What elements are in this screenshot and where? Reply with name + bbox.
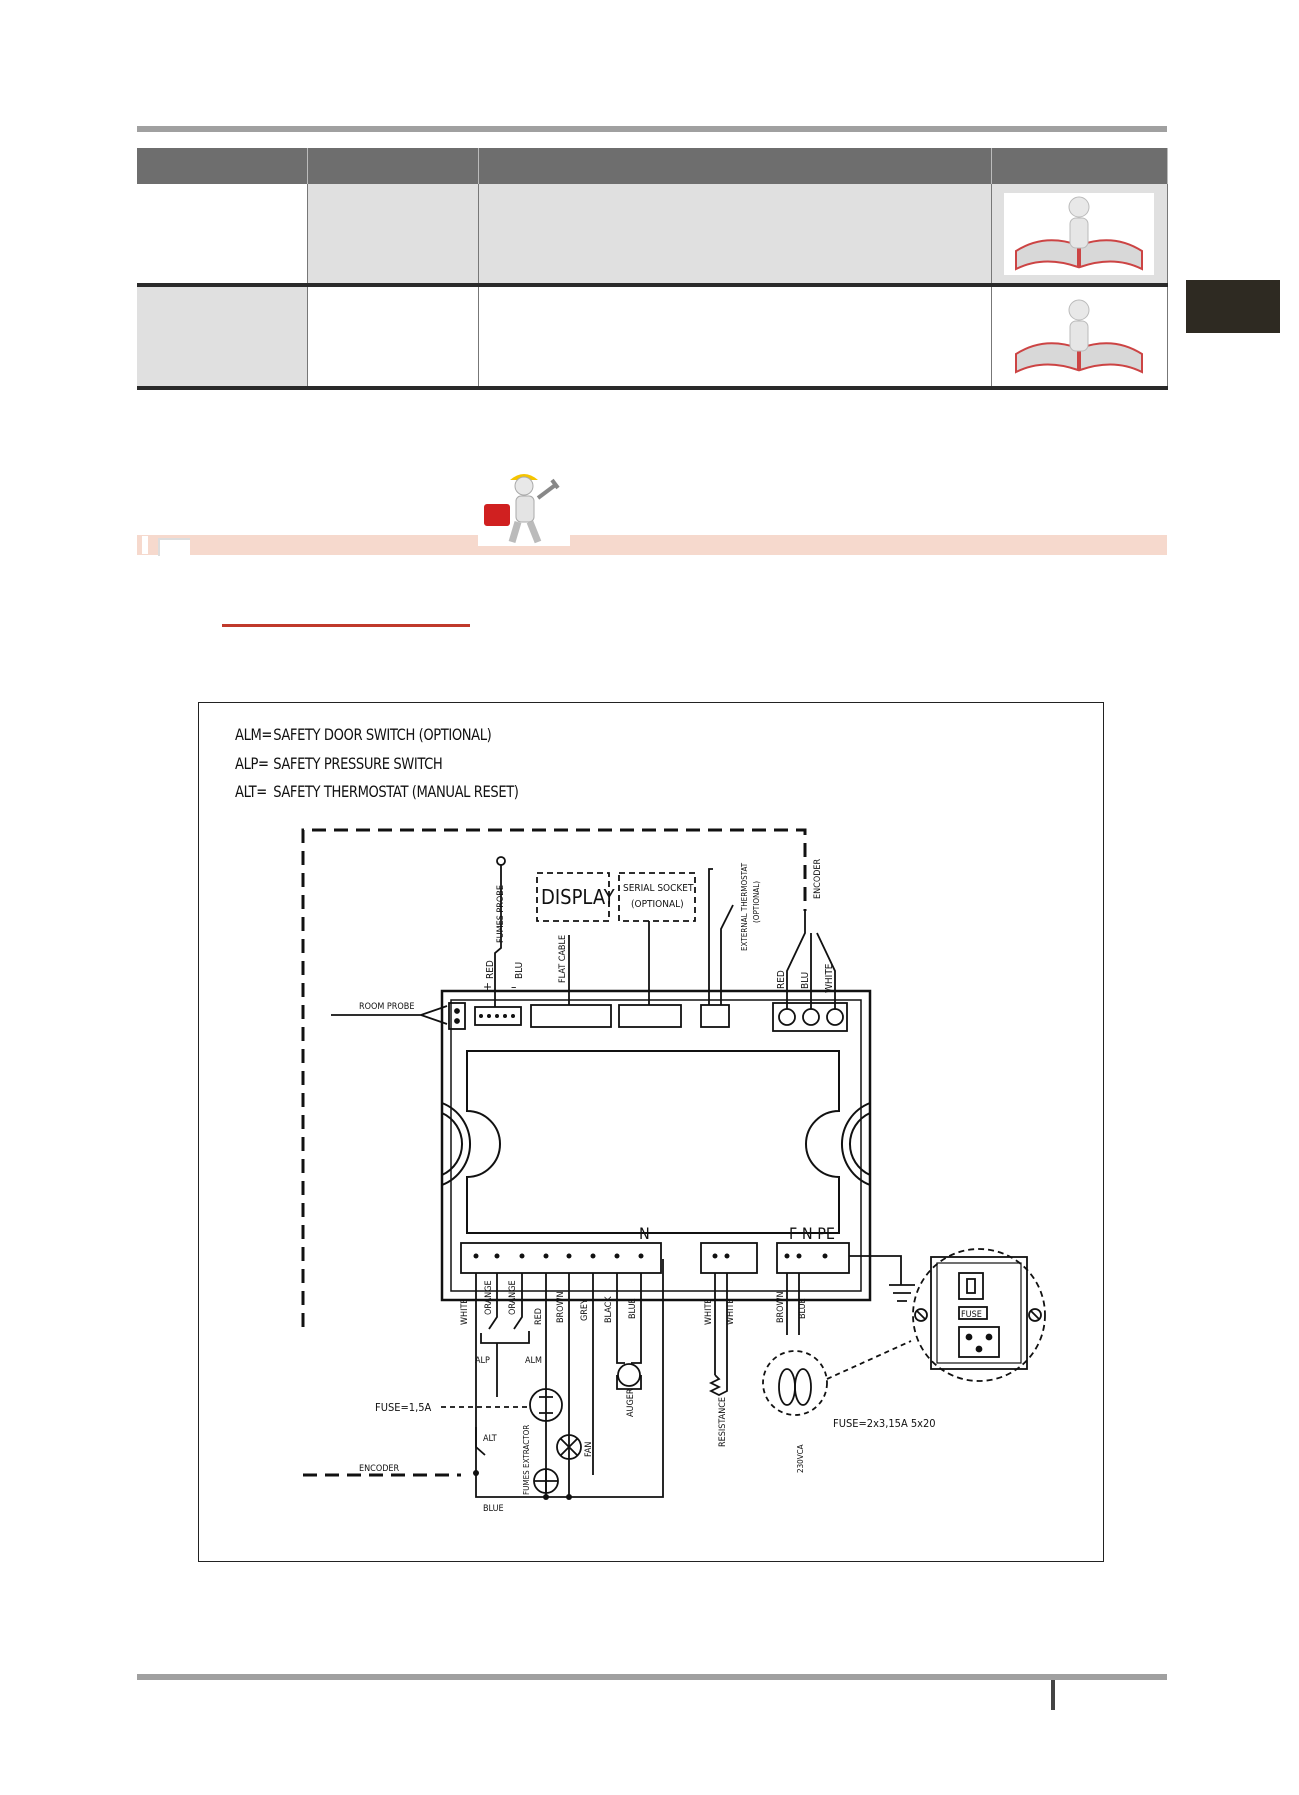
power-inlet [959,1327,999,1357]
table-cell [137,285,307,388]
wire-label-orange: ORANGE [484,1280,494,1315]
section-band-mark [158,538,190,556]
external-thermostat-connector [701,1005,729,1027]
fuse-main-label: FUSE=2x3,15A 5x20 [833,1417,936,1430]
wire-label-white: WHITE [726,1298,736,1325]
wire-label-blue: BLUE [798,1298,808,1319]
wire-label-grey: GREY [580,1299,590,1321]
mains-fuse [779,1369,795,1405]
serial-connector [619,1005,681,1027]
header-table-head-row [137,148,1167,184]
encoder-red-label: RED [776,970,787,989]
legend-key: ALP= [235,754,269,773]
voltage-label: 230VCA [796,1444,805,1473]
fumes-blu-label: BLU [514,961,525,979]
flat-cable-label: FLAT CABLE [558,934,568,983]
resistance-element [711,1375,727,1395]
wire-label-orange: ORANGE [508,1280,518,1315]
plus-label: + [483,980,493,994]
ext-thermostat-optional-label: (OPTIONAL) [752,880,761,923]
alt-label: ALT [483,1434,497,1444]
display-label: DISPLAY [541,885,615,909]
alp-label: ALP [475,1356,490,1366]
main-output-connector [461,1243,661,1273]
fuse-box-label: FUSE [961,1310,982,1320]
blue-bottom-label: BLUE [483,1504,504,1514]
header-rule [137,126,1167,132]
n-label: N [639,1224,650,1243]
fumes-extractor-label: FUMES EXTRACTOR [522,1424,531,1495]
legend-key: ALM= [235,725,272,744]
encoder-top-label: ENCODER [813,858,823,899]
resistance-connector [701,1243,757,1273]
legend-key: ALT= [235,782,267,801]
table-cell [307,285,478,388]
fuse-small-label: FUSE=1,5A [375,1401,432,1414]
external-thermostat-label: EXTERNAL THERMOSTAT [740,862,749,951]
power-switch [959,1273,983,1299]
footer-rule [137,1674,1167,1680]
auger-motor [618,1364,640,1386]
legend-value: SAFETY DOOR SWITCH (OPTIONAL) [273,725,492,744]
encoder-blu-label: BLU [800,971,811,989]
serial-socket-label: SERIAL SOCKET [623,883,694,894]
fumes-red-label: RED [485,960,496,979]
encoder-bottom-label: ENCODER [359,1464,400,1474]
table-cell [991,285,1167,388]
wiring-schematic [199,703,1103,1561]
legend-value: SAFETY THERMOSTAT (MANUAL RESET) [273,782,519,801]
wire-label-brown: BROWN [776,1291,786,1323]
table-cell [137,184,307,285]
technician-icon [478,466,570,546]
header-cell [478,148,991,184]
wire-label-brown: BROWN [556,1291,566,1323]
legend-value: SAFETY PRESSURE SWITCH [273,754,443,773]
fumes-probe-label: FUMES PROBE [496,885,506,943]
table-row [137,184,1167,285]
table-cell [478,184,991,285]
alm-label: ALM [525,1356,543,1366]
table-cell [478,285,991,388]
wire-label-white: WHITE [460,1298,470,1325]
resistance-label: RESISTANCE [718,1396,728,1447]
chapter-tab [1186,280,1280,333]
wire-label-red: RED [534,1308,544,1325]
page-number-divider [1051,1680,1055,1710]
serial-socket-box [619,873,695,921]
wiring-diagram [198,702,1104,1562]
open-book-icon [1004,193,1154,275]
auger-label: AUGER [626,1388,636,1417]
section-band [137,535,1167,555]
table-cell [307,184,478,285]
wire-label-black: BLACK [604,1296,614,1323]
heading-underline [222,624,470,627]
board-window [467,1051,839,1233]
header-cell [137,148,307,184]
minus-label: – [511,980,517,994]
header-table [137,148,1168,390]
wire-label-white: WHITE [704,1298,714,1325]
table-row [137,285,1167,388]
fan-label: FAN [584,1441,594,1457]
section-band-mark [142,536,148,554]
room-probe-label: ROOM PROBE [359,1002,415,1012]
wire-label-blue: BLUE [628,1298,638,1319]
open-book-icon [1004,296,1154,378]
table-cell [991,184,1167,285]
serial-optional-label: (OPTIONAL) [631,899,684,910]
encoder-white-label: WHITE [824,963,835,993]
flat-cable-connector [531,1005,611,1027]
header-cell [991,148,1167,184]
header-cell [307,148,478,184]
f-n-pe-label: F N PE [789,1224,835,1243]
mains-fuse [795,1369,811,1405]
